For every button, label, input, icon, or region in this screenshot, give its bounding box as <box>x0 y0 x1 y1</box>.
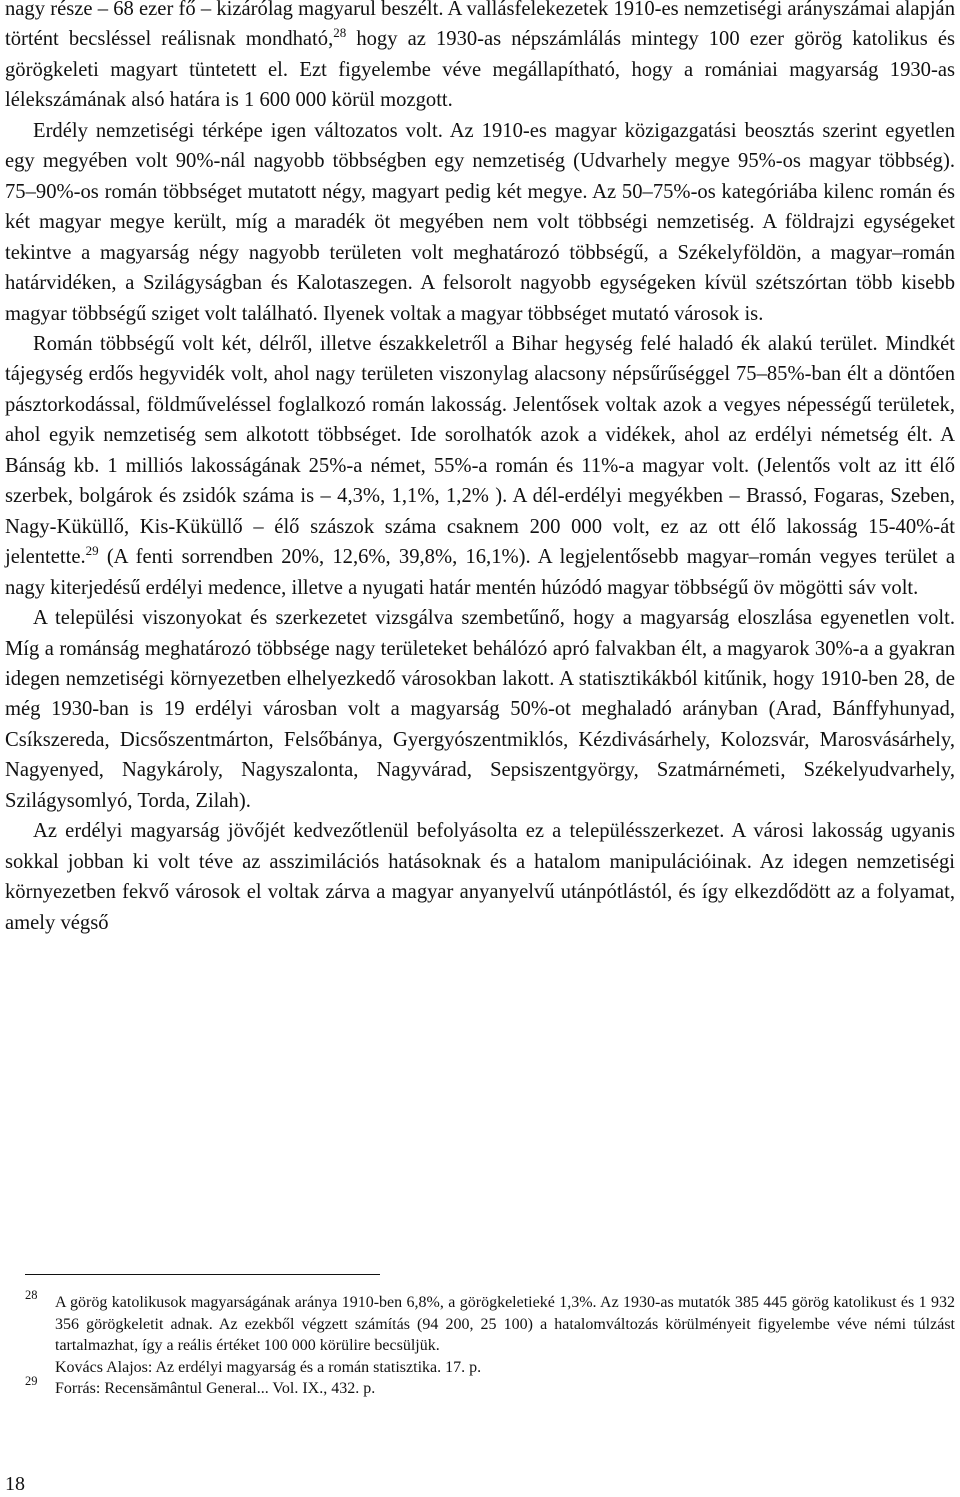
paragraph <box>5 116 955 329</box>
footnote-29 <box>25 1374 955 1400</box>
footnote-reference[interactable]: 29 <box>85 543 99 559</box>
paragraph <box>5 0 955 116</box>
footnote-separator <box>25 1274 380 1275</box>
paragraph <box>5 816 955 938</box>
page-body <box>5 0 955 938</box>
footnote-text: Forrás: Recensământul General... Vol. IX., 432. p. <box>55 1380 376 1398</box>
footnote-28-source: Kovács Alajos: Az erdélyi magyarság és a román statisztika. 17. p. <box>55 1358 482 1376</box>
main-text <box>5 0 955 938</box>
footnote-number: 28 <box>25 1288 38 1302</box>
paragraph-text: hogy az 1930-as népszámlálás mintegy 100 ezer görög katolikus és görögkeleti magyart tüntetett el. Ezt figyelembe véve megállapítható, hogy a romániai magyarság 1930-as lélekszámának alsó határa is 1 600 000 körül mozgott. <box>5 28 955 112</box>
footnote-number: 29 <box>25 1374 38 1389</box>
paragraph-text: Román többségű volt két, délről, illetve északkeletről a Bihar hegység felé haladó ék alakú terület. Mindkét tájegység erdős hegyvidék volt, ahol nagy területen viszonylag alacsony népsűrűséggel 75–85%-ban élt a döntően pásztorkodással, földműveléssel foglalkozó román lakosság. Jelentősek voltak azok a vegyes népességű területek, ahol egyik nemzetiség sem alkotott többséget. Ide sorolhatók azok a vidékek, ahol az erdélyi németség élt. A Bánság kb. 1 milliós lakosságának 25%-a német, 55%-a román és 11%-a magyar volt. (Jelentős volt az itt élő szerbek, bolgárok és zsidók száma is – 4,3%, 1,1%, 1,2% ). A dél-erdélyi megyékben – Brassó, Fogaras, Szeben, Nagy-Küküllő, Kis-Küküllő – élő szászok száma csaknem 200 000 volt, ez az ott élő lakosság 15-40%-át jelentette. <box>5 332 955 569</box>
paragraph-text: A települési viszonyokat és szerkezetet vizsgálva szembetűnő, hogy a magyarság eloszlása egyenetlen volt. Míg a románság meghatározó többsége nagy területeket behálózó apró falvakban élt, a magyarok 30%-a a gyakran idegen nemzetiségi környezetben elhelyezkedő városokban lakott. A statisztikákból kitűnik, hogy 1910-ben 28, de még 1930-ban is 19 erdélyi városban volt a magyarság 50%-ot meghaladó arányban (Arad, Bánffyhunyad, Csíkszereda, Dicsőszentmárton, Felsőbánya, Gyergyószentmiklós, Kézdivásárhely, Kolozsvár, Marosvásárhely, Nagyenyed, Nagykároly, Nagyszalonta, Nagyvárad, Sepsiszentgyörgy, Szatmárnémeti, Székelyudvarhely, Szilágysomlyó, Torda, Zilah). <box>5 607 955 812</box>
paragraph-text: Erdély nemzetiségi térképe igen változatos volt. Az 1910-es magyar közigazgatási beosztás szerint egyetlen egy megyében volt 90%-nál nagyobb többségben egy nemzetiség (Udvarhely megye 95%-os magyar többség). 75–90%-os román többséget mutatott négy, magyart pedig két megye. Az 50–75%-os kategóriába kilenc román és két magyar megye került, míg a maradék öt megyében nem volt többségi nemzetiség. A földrajzi egységeket tekintve a magyarság négy nagyobb területen volt meghatározó többségű, a Székelyföldön, a magyar–román határvidéken, a Szilágyságban és Kalotaszegen. A felsorolt nagyobb egységeken kívül szétszórtan több kisebb magyar többségű sziget volt található. Ilyenek voltak a magyar többséget mutató városok is. <box>5 119 955 325</box>
paragraph-text: nagy része – 68 ezer fő – kizárólag magyarul beszélt. A vallásfelekezetek 1910-es nemzetiségi arányszámai alapján történt becsléssel reálisnak mondható, <box>5 0 955 51</box>
paragraph-text: (A fenti sorrendben 20%, 12,6%, 39,8%, 16,1%). A legjelentősebb magyar–román vegyes terület a nagy kiterjedésű erdélyi medence, illetve a nyugati határ mentén húzódó magyar többségű öv mögötti sáv volt. <box>5 546 955 599</box>
footnotes <box>25 1288 955 1400</box>
footnote-reference[interactable]: 28 <box>333 25 347 41</box>
footnote-text: A görög katolikusok magyarságának aránya 1910-ben 6,8%, a görögkeletieké 1,3%. Az 1930-as mutatók 385 445 görög katolikust és 1 932 356 görögkeletit adnak. Az ezekből végzett számítás (94 200, 25 100) a hatalomváltozás körülményeit figyelembe véve némi túlzást tartalmazhat, így a reális értéket 100 000 körülire becsüljük. <box>55 1294 955 1355</box>
paragraph <box>5 603 955 816</box>
paragraph <box>5 329 955 603</box>
page-number: 18 <box>5 1473 25 1495</box>
footnote-28 <box>25 1288 955 1357</box>
paragraph-text: Az erdélyi magyarság jövőjét kedvezőtlenül befolyásolta ez a településszerkezet. A városi lakosság ugyanis sokkal jobban ki volt téve az asszimilációs hatásoknak és a hatalom manipulációinak. Az idegen nemzetiségi környezetben fekvő városok el voltak zárva a magyar anyanyelvű utánpótlástól, és így elkezdődött az a folyamat, amely végső <box>5 820 955 934</box>
